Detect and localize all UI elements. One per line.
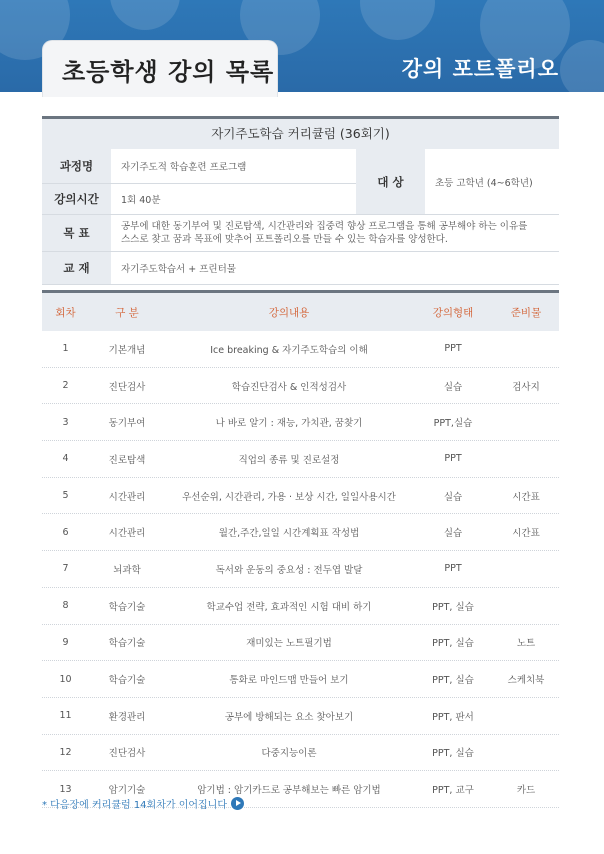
goal-label: 목 표 — [42, 215, 111, 251]
row-no: 6 — [62, 526, 69, 538]
row-content: 우선순위, 시간관리, 가용 · 보상 시간, 일일사용시간 — [182, 491, 396, 503]
time-label: 강의시간 — [42, 184, 111, 214]
material-value: 자기주도학습서 + 프린터물 — [121, 264, 236, 275]
row-no: 11 — [59, 710, 72, 722]
row-format: PPT, 판서 — [432, 711, 474, 723]
info-left-column — [42, 149, 356, 214]
curriculum-title: 자기주도학습 커리큘럼 (36회기) — [42, 116, 559, 149]
row-materials: 노트 — [516, 638, 536, 650]
row-format: PPT — [444, 343, 462, 355]
table-row — [42, 331, 559, 368]
row-format: PPT, 실습 — [432, 675, 474, 687]
schedule-table — [42, 290, 559, 808]
time-value: 1회 40분 — [121, 195, 161, 206]
banner-decoration — [560, 40, 604, 92]
row-category: 학습기술 — [108, 601, 146, 613]
course-value: 자기주도적 학습훈련 프로그램 — [121, 162, 247, 173]
info-row-time — [42, 184, 356, 214]
row-content: 재미있는 노트필기법 — [246, 638, 332, 650]
row-materials: 카드 — [516, 785, 536, 797]
header-materials: 준비물 — [510, 306, 542, 319]
table-row — [42, 698, 559, 735]
row-format: 실습 — [443, 491, 463, 503]
footnote-text: * 다음장에 커리큘럼 14회차가 이어집니다 — [42, 800, 227, 811]
row-category: 동기부여 — [108, 418, 146, 430]
row-content: 통화로 마인드맵 만들어 보기 — [229, 675, 349, 687]
row-format: PPT, 실습 — [432, 748, 474, 760]
target-value: 초등 고학년 (4~6학년) — [435, 177, 533, 189]
row-format: PPT,실습 — [433, 418, 473, 430]
row-content: Ice breaking & 자기주도학습의 이해 — [210, 344, 368, 356]
info-row-material — [42, 252, 559, 285]
banner-decoration — [360, 0, 435, 40]
row-materials: 스케치북 — [507, 675, 545, 687]
material-label: 교 재 — [42, 252, 111, 284]
row-no: 12 — [59, 746, 72, 758]
row-category: 환경관리 — [108, 711, 146, 723]
row-content: 직업의 종류 및 진로설정 — [238, 454, 340, 466]
row-no: 1 — [62, 343, 69, 355]
row-no: 3 — [62, 416, 69, 428]
row-no: 10 — [59, 673, 72, 685]
row-no: 5 — [62, 490, 69, 502]
row-no: 8 — [62, 600, 69, 612]
row-category: 진로탐색 — [108, 454, 146, 466]
header-category: 구 분 — [115, 306, 139, 319]
row-format: PPT — [444, 453, 462, 465]
row-category: 암기기술 — [108, 785, 146, 797]
row-content: 암기법 : 암기카드로 공부해보는 빠른 암기법 — [197, 785, 381, 797]
row-format: 실습 — [443, 381, 463, 393]
table-row — [42, 551, 559, 588]
row-content: 다중지능이론 — [261, 748, 317, 760]
row-format: PPT, 교구 — [432, 785, 474, 797]
info-row-group — [42, 149, 559, 215]
info-row-course — [42, 149, 356, 184]
table-row — [42, 441, 559, 478]
schedule-body — [42, 331, 559, 808]
schedule-header — [42, 293, 559, 331]
table-row — [42, 368, 559, 405]
row-materials: 시간표 — [512, 528, 540, 540]
row-content: 나 바로 알기 : 재능, 가치관, 꿈찾기 — [215, 418, 363, 430]
table-row — [42, 661, 559, 698]
row-content: 학습진단검사 & 인적성검사 — [231, 381, 347, 393]
table-row — [42, 514, 559, 551]
header-format: 강의형태 — [432, 306, 474, 319]
row-category: 진단검사 — [108, 381, 146, 393]
goal-line-1: 공부에 대한 동기부여 및 진로탐색, 시간관리와 집중력 향상 프로그램을 통해 공부해야 하는 이유를 — [121, 221, 528, 232]
row-format: PPT — [444, 563, 462, 575]
table-row — [42, 588, 559, 625]
footnote — [42, 796, 244, 811]
row-materials: 시간표 — [512, 491, 540, 503]
portfolio-title: 강의 포트폴리오 — [401, 57, 559, 81]
course-info-table — [42, 116, 559, 285]
goal-value — [111, 215, 527, 251]
info-row-goal — [42, 215, 559, 252]
row-content: 월간,주간,일일 시간계획표 작성법 — [218, 528, 360, 540]
row-category: 진단검사 — [108, 748, 146, 760]
header-content: 강의내용 — [268, 306, 310, 319]
table-row — [42, 404, 559, 441]
row-category: 학습기술 — [108, 675, 146, 687]
row-format: PPT, 실습 — [432, 638, 474, 650]
course-label: 과정명 — [42, 149, 111, 183]
table-row — [42, 478, 559, 515]
row-content: 공부에 방해되는 요소 찾아보기 — [224, 711, 354, 723]
row-no: 7 — [62, 563, 69, 575]
row-content: 학교수업 전략, 효과적인 시험 대비 하기 — [206, 601, 372, 613]
row-category: 뇌과학 — [113, 564, 141, 576]
row-materials: 검사지 — [512, 381, 540, 393]
table-row — [42, 625, 559, 662]
header-no: 회차 — [55, 306, 76, 319]
goal-line-2: 스스로 찾고 꿈과 목표에 맞추어 포트폴리오를 만들 수 있는 학습자를 양성한다. — [121, 234, 448, 245]
row-category: 기본개념 — [108, 344, 146, 356]
banner-decoration — [110, 0, 180, 30]
next-page-icon[interactable] — [231, 797, 244, 810]
row-no: 4 — [62, 453, 69, 465]
row-format: 실습 — [443, 528, 463, 540]
page-title: 초등학생 강의 목록 — [62, 58, 275, 86]
table-row — [42, 735, 559, 772]
row-category: 학습기술 — [108, 638, 146, 650]
target-label: 대 상 — [356, 149, 425, 214]
row-category: 시간관리 — [108, 491, 146, 503]
row-no: 2 — [62, 380, 69, 392]
row-format: PPT, 실습 — [432, 601, 474, 613]
row-no: 13 — [59, 783, 72, 795]
row-category: 시간관리 — [108, 528, 146, 540]
row-no: 9 — [62, 636, 69, 648]
row-content: 독서와 운동의 중요성 : 전두엽 발달 — [215, 564, 363, 576]
